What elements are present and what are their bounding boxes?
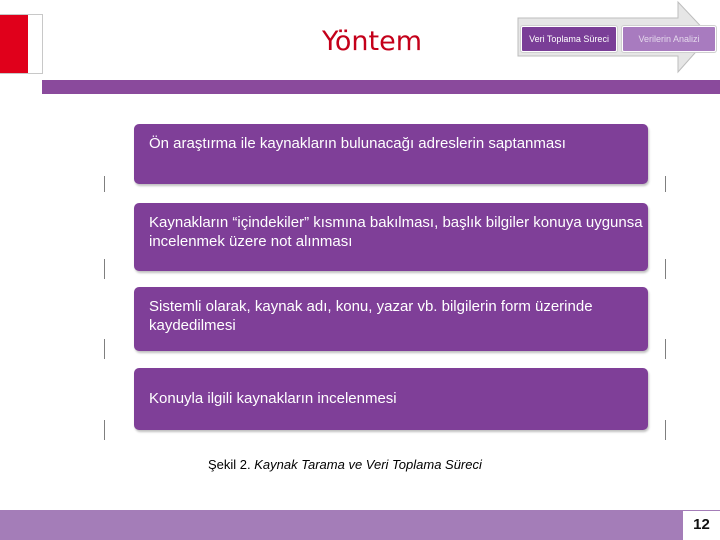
step-verilerin-analizi[interactable]: Verilerin Analizi [622,26,716,52]
page-title: Yöntem [321,26,423,57]
figure-label: Şekil 2. [208,457,251,472]
step-box-4: Konuyla ilgili kaynakların incelenmesi [134,368,648,430]
step-box-1: Ön araştırma ile kaynakların bulunacağı adreslerin saptanması [134,124,648,184]
step-box-2: Kaynakların “içindekiler” kısmına bakılması, başlık bilgiler konuya uygunsa incelenmek üzere not alınması [134,203,648,271]
step-veri-toplama[interactable]: Veri Toplama Süreci [521,26,617,52]
step-box-3: Sistemli olarak, kaynak adı, konu, yazar vb. bilgilerin form üzerinde kaydedilmesi [134,287,648,351]
header-band [42,80,720,94]
figure-caption [208,457,482,472]
red-accent-bar [0,15,28,73]
red-corner-tab [0,14,43,74]
figure-title: Kaynak Tarama ve Veri Toplama Süreci [254,457,482,472]
footer-band [0,510,720,540]
page-number: 12 [683,511,720,540]
